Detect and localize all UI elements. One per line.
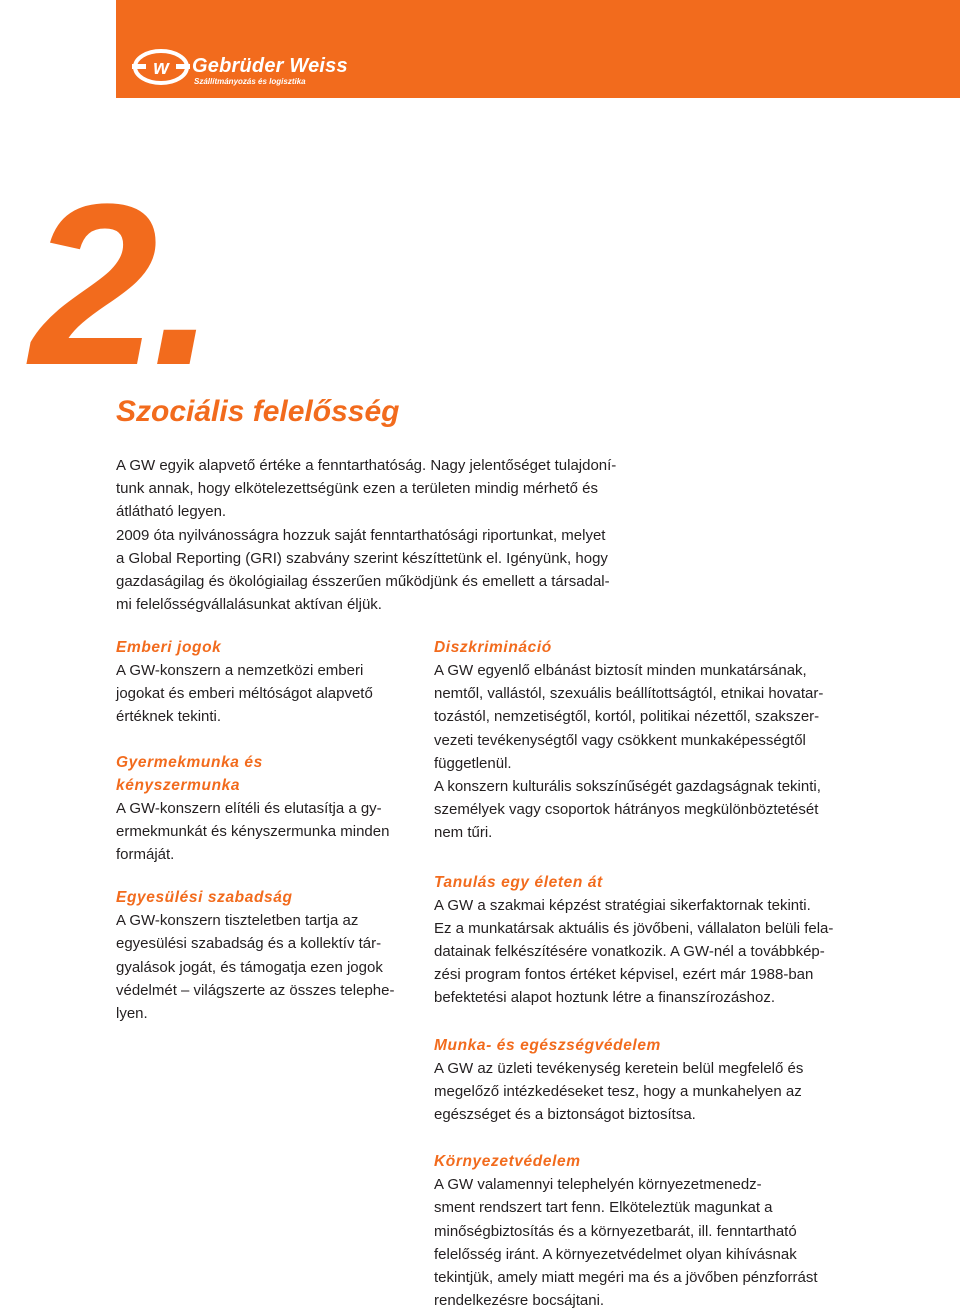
section-body [434,1057,874,1127]
section-body-line: A GW-konszern elítéli és elutasítja a gy- [116,799,382,817]
intro-line: átlátható legyen. [116,503,227,521]
section-body-line: tozástól, nemzetiségtől, kortól, politikai nézettől, szakszer- [434,708,820,726]
intro-paragraph [116,454,656,616]
chapter-number: 2. [30,156,210,413]
section-body-line: datainak felkészítésére vonatkozik. A GW-nél a továbbkép- [434,943,825,961]
section-body-line: egyesülési szabadság és a kollektív tár- [116,935,382,953]
section-body-line: A konszern kulturális sokszínűségét gazdagságnak tekinti, [434,778,821,796]
section-body-line: jogokat és emberi méltóságot alapvető [116,685,373,703]
section-body-line: egészséget és a biztonságot biztosítsa. [434,1106,696,1124]
header-bar [116,0,960,98]
section-body-line: gyalások jogát, és támogatja ezen jogok [116,958,383,976]
section-gyermekmunka [116,751,416,867]
section-heading [434,1034,874,1057]
section-body [116,659,416,729]
section-heading [434,871,874,894]
section-heading-line: kényszermunka [116,776,241,794]
section-body-line: tekintjük, amely miatt megéri ma és a jövőben pénzforrást [434,1269,818,1287]
section-heading-line: Emberi jogok [116,639,222,656]
section-body-line: sment rendszert tart fenn. Elköteleztük magunkat a [434,1199,773,1217]
section-body-line: befektetési alapot hoztunk létre a finanszírozáshoz. [434,989,776,1007]
section-tanulas [434,871,874,1010]
section-body [116,797,416,867]
section-heading [116,636,416,659]
section-heading [116,886,416,909]
section-heading-line: Diszkrimináció [434,639,552,656]
section-body-line: formáját. [116,846,175,864]
section-heading-line: Munka- és egészségvédelem [434,1036,661,1054]
section-heading-line: Környezetvédelem [434,1153,581,1171]
section-body-line: zési program fontos értéket képvisel, ezért már 1988-ban [434,966,814,984]
section-body [116,909,416,1025]
section-body-line: értéknek tekinti. [116,708,222,726]
svg-text:w: w [153,57,169,79]
section-body-line: A GW valamennyi telephelyén környezetmenedz- [434,1176,762,1194]
section-body-line: nem tűri. [434,824,493,842]
section-heading [116,751,416,797]
intro-line: A GW egyik alapvető értéke a fenntarthatóság. Nagy jelentőséget tulajdoní- [116,457,617,474]
section-body-line: személyek vagy csoportok hátrányos megkülönböztetését [434,801,819,819]
left-column [116,636,416,1025]
section-body-line: rendelkezésre bocsájtani. [434,1292,605,1310]
section-body-line: megelőző intézkedéseket tesz, hogy a munkahelyen az [434,1082,802,1100]
section-emberi-jogok [116,636,416,729]
section-body-line: A GW az üzleti tevékenység keretein belül megfelelő és [434,1059,804,1077]
section-body-line: vezeti tevékenységtől vagy csökkent munkaképességtől [434,731,806,749]
section-body-line: A GW-konszern a nemzetközi emberi [116,662,364,679]
section-body [434,894,874,1010]
section-heading-line: Tanulás egy életen át [434,873,603,891]
section-body-line: védelmét – világszerte az összes telephe- [116,981,395,999]
section-body-line: A GW a szakmai képzést stratégiai sikerfaktornak tekinti. [434,896,811,914]
section-body-line: ermekmunkát és kényszermunka minden [116,822,390,840]
intro-line: 2009 óta nyilvánosságra hozzuk saját fenntarthatósági riportunkat, melyet [116,526,606,544]
right-column [434,636,874,1312]
page-title: Szociális felelősség [116,395,400,428]
gw-logo-icon [132,47,190,87]
section-body [434,1173,874,1312]
brand-name: Gebrüder Weiss [192,55,348,77]
section-body [434,659,874,845]
intro-line: gazdaságilag és ökológiailag ésszerűen működjünk és emellett a társadal- [116,573,610,591]
section-body-line: nemtől, vallástól, szexuális beállítottságtól, etnikai hovatar- [434,685,824,703]
brand-tagline: Szállítmányozás és logisztika [194,77,306,86]
section-body-line: Ez a munkatársak aktuális és jövőbeni, vállalaton belüli fela- [434,919,834,937]
intro-line: tunk annak, hogy elkötelezettségünk ezen a területen mindig mérhető és [116,480,598,498]
intro-line: mi felelősségvállalásunkat aktívan éljük. [116,596,382,614]
section-body-line: függetlenül. [434,754,512,772]
section-body-line: minőségbiztosítás és a környezetbarát, ill. fenntartható [434,1222,797,1240]
section-munkavedelem [434,1034,874,1127]
section-body-line: A GW egyenlő elbánást biztosít minden munkatársának, [434,662,807,679]
section-diszkriminacio [434,636,874,845]
section-heading [434,1150,874,1173]
section-egyesulesi-szabadsag [116,886,416,1025]
section-heading-line: Egyesülési szabadság [116,889,293,907]
section-body-line: lyen. [116,1005,148,1023]
intro-line: a Global Reporting (GRI) szabvány szerint készíttetünk el. Igényünk, hogy [116,549,608,567]
section-heading [434,636,874,659]
section-body-line: felelősség iránt. A környezetvédelmet olyan kihívásnak [434,1245,797,1263]
section-body-line: A GW-konszern tiszteletben tartja az [116,912,359,930]
section-kornyezetvedelem [434,1150,874,1312]
section-heading-line: Gyermekmunka és [116,753,263,771]
